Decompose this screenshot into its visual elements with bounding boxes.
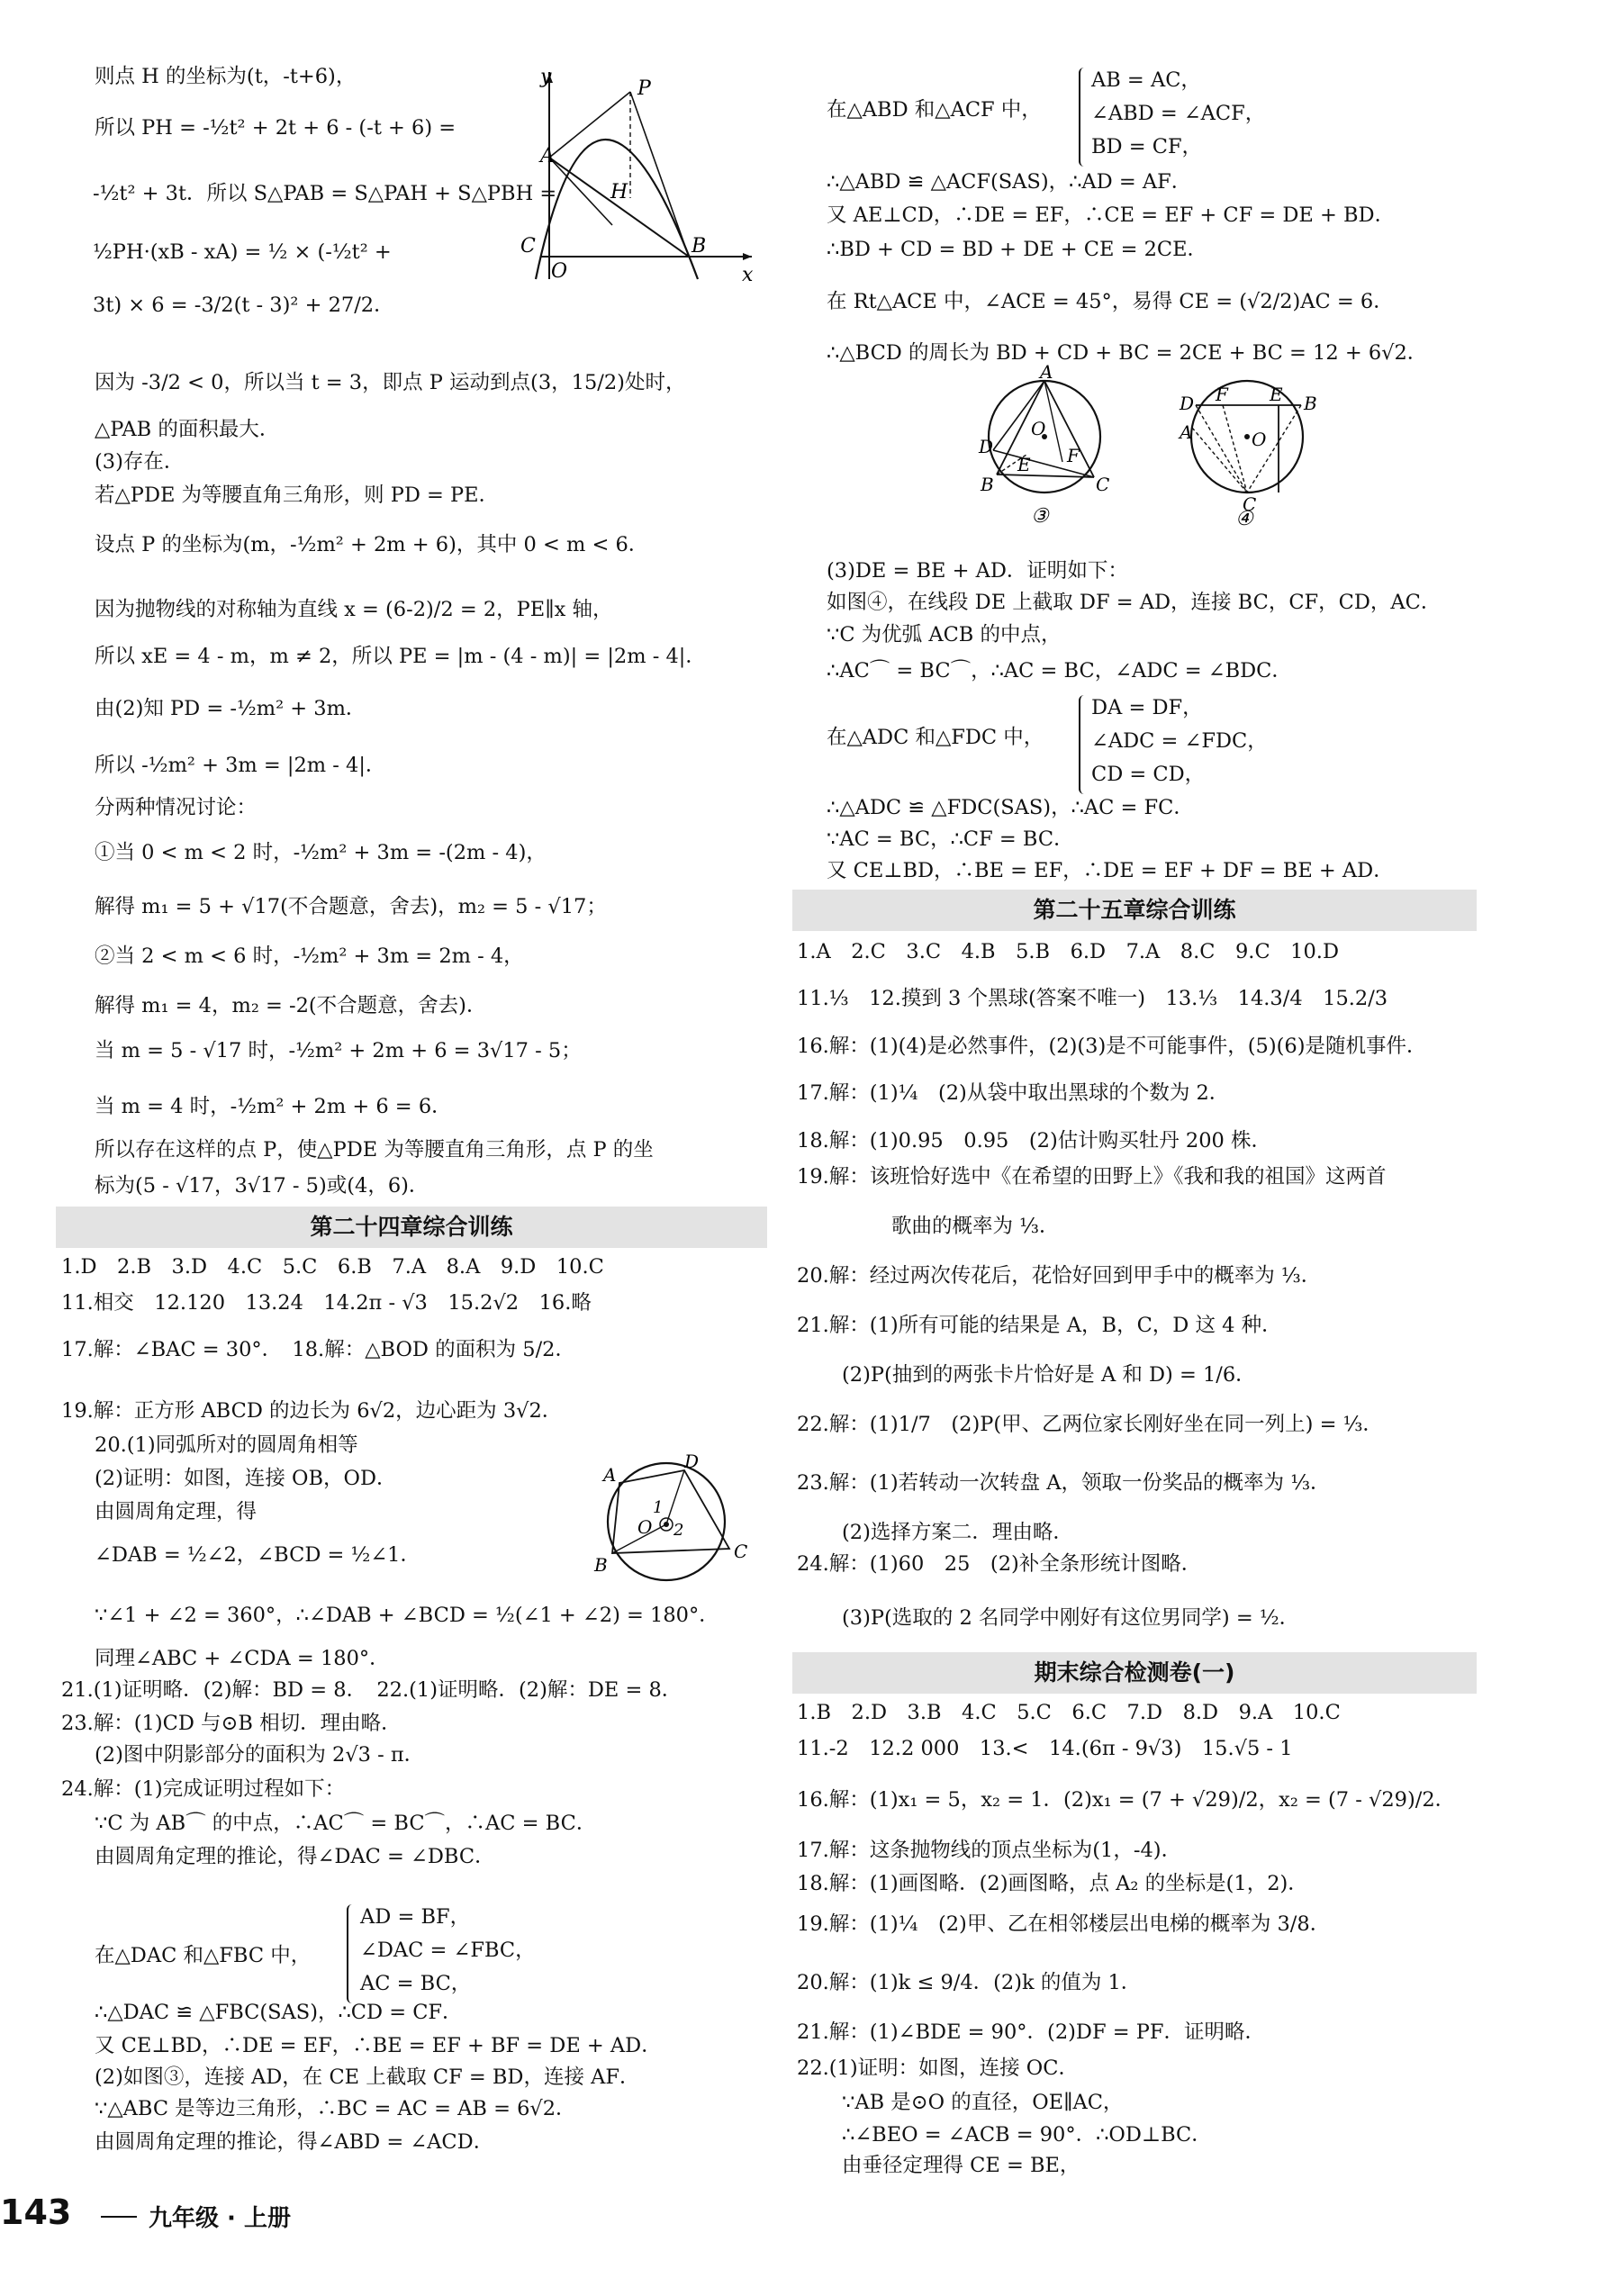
answer-line: 歌曲的概率为 ⅓． bbox=[891, 1215, 1060, 1238]
svg-text:D: D bbox=[1180, 393, 1195, 414]
brace-item: ∠DAC = ∠FBC， bbox=[360, 1939, 536, 1962]
svg-text:2: 2 bbox=[673, 1521, 684, 1540]
answer-line: 若△PDE 为等腰直角三角形，则 PD = PE． bbox=[95, 484, 500, 507]
brace-item: AD = BF， bbox=[360, 1905, 471, 1929]
answer-line: 20.(1)同弧所对的圆周角相等 bbox=[95, 1433, 358, 1457]
answer-line: 在△ABD 和△ACF 中， bbox=[827, 98, 1042, 122]
circle-figure-3 bbox=[977, 361, 1112, 528]
svg-text:B: B bbox=[594, 1554, 608, 1576]
answer-line: 当 m = 4 时，-½m² + 2m + 6 = 6． bbox=[95, 1095, 452, 1118]
answer-line: 解得 m₁ = 4，m₂ = -2(不合题意，舍去)． bbox=[95, 994, 487, 1017]
answer-line: ∴BD + CD = BD + DE + CE = 2CE． bbox=[827, 238, 1208, 261]
answer-line: 解得 m₁ = 5 + √17(不合题意，舍去)，m₂ = 5 - √17； bbox=[95, 895, 607, 918]
answer-line: 因为 -3/2 < 0，所以当 t = 3，即点 P 运动到点(3，15/2)处时， bbox=[95, 371, 686, 394]
answer-line: 因为抛物线的对称轴为直线 x = (6-2)/2 = 2，PE∥x 轴， bbox=[95, 598, 613, 621]
answer-line: 17.解：(1)¼ (2)从袋中取出黑球的个数为 2． bbox=[797, 1081, 1230, 1105]
answer-line: (2)选择方案二．理由略． bbox=[842, 1521, 1073, 1544]
answer-line: 1.A 2.C 3.C 4.B 5.B 6.D 7.A 8.C 9.C 10.D bbox=[797, 940, 1339, 963]
answer-line: (2)图中阴影部分的面积为 2√3 - π． bbox=[95, 1743, 425, 1767]
section-heading-final-exam: 期末综合检测卷(一) bbox=[792, 1652, 1477, 1694]
answer-line: 24.解：(1)完成证明过程如下： bbox=[61, 1777, 346, 1801]
parabola-figure bbox=[520, 63, 756, 288]
grade-label: 九年级 · 上册 bbox=[149, 2205, 291, 2232]
answer-line: 11.⅓ 12.摸到 3 个黑球(答案不唯一) 13.⅓ 14.3/4 15.2/3 bbox=[797, 987, 1388, 1010]
answer-line: 16.解：(1)x₁ = 5，x₂ = 1．(2)x₁ = (7 + √29)/2，x₂ = (7 - √29)/2． bbox=[797, 1788, 1456, 1812]
brace-item: AC = BC， bbox=[360, 1972, 472, 1995]
brace-bracket bbox=[347, 1904, 357, 2003]
svg-text:P: P bbox=[637, 77, 651, 100]
section-heading-ch25: 第二十五章综合训练 bbox=[792, 890, 1477, 931]
answer-line: ∴△BCD 的周长为 BD + CD + BC = 2CE + BC = 12 + 6√2． bbox=[827, 341, 1428, 365]
answer-line: 标为(5 - √17，3√17 - 5)或(4，6)． bbox=[95, 1174, 429, 1198]
answer-line: 在 Rt△ACE 中，∠ACE = 45°，易得 CE = (√2/2)AC = 6． bbox=[827, 290, 1394, 313]
brace-item: AB = AC， bbox=[1091, 68, 1201, 92]
answer-line: (3)P(选取的 2 名同学中刚好有这位男同学) = ½． bbox=[842, 1606, 1300, 1630]
answer-line: 21.解：(1)所有可能的结果是 A，B，C，D 这 4 种． bbox=[797, 1314, 1282, 1337]
footer-rule bbox=[101, 2216, 137, 2218]
answer-line: ①当 0 < m < 2 时，-½m² + 3m = -(2m - 4)， bbox=[95, 841, 547, 864]
answer-line: 19.解：正方形 ABCD 的边长为 6√2，边心距为 3√2． bbox=[61, 1399, 563, 1423]
answer-line: 在△DAC 和△FBC 中， bbox=[95, 1944, 312, 1967]
svg-text:F: F bbox=[1216, 384, 1228, 405]
brace-item: CD = CD， bbox=[1091, 763, 1206, 786]
answer-line: 所以 xE = 4 - m，m ≠ 2，所以 PE = |m - (4 - m)| = |2m - 4|． bbox=[95, 645, 706, 668]
answer-line: ½PH·(xB - xA) = ½ × (-½t² + bbox=[93, 240, 392, 264]
fig3-label: ③ bbox=[1031, 505, 1049, 528]
answer-line: 20.解：(1)k ≤ 9/4．(2)k 的值为 1． bbox=[797, 1971, 1142, 1994]
svg-text:O: O bbox=[1031, 418, 1046, 439]
answer-line: 1.D 2.B 3.D 4.C 5.C 6.B 7.A 8.A 9.D 10.C bbox=[61, 1255, 604, 1279]
answer-line: 16.解：(1)(4)是必然事件，(2)(3)是不可能事件，(5)(6)是随机事件． bbox=[797, 1035, 1427, 1058]
answer-line: 则点 H 的坐标为(t，-t+6)， bbox=[95, 65, 357, 88]
svg-text:C: C bbox=[520, 235, 536, 258]
svg-text:A: A bbox=[1180, 421, 1193, 443]
answer-line: ∵∠1 + ∠2 = 360°，∴∠DAB + ∠BCD = ½(∠1 + ∠2) = 180°． bbox=[95, 1604, 719, 1627]
answer-line: 当 m = 5 - √17 时，-½m² + 2m + 6 = 3√17 - 5； bbox=[95, 1039, 582, 1062]
answer-line: 分两种情况讨论： bbox=[95, 796, 258, 819]
answer-line: ∴△DAC ≌ △FBC(SAS)，∴CD = CF． bbox=[95, 2001, 463, 2024]
svg-text:O: O bbox=[1252, 429, 1267, 450]
circle-figure-20 bbox=[594, 1445, 765, 1598]
answer-line: 23.解：(1)CD 与⊙B 相切．理由略． bbox=[61, 1712, 402, 1735]
answer-line: (2)如图③，连接 AD，在 CE 上截取 CF = BD，连接 AF． bbox=[95, 2065, 640, 2089]
answer-line: 19.解：(1)¼ (2)甲、乙在相邻楼层出电梯的概率为 3/8． bbox=[797, 1912, 1331, 1936]
answer-line: ∵AB 是⊙O 的直径，OE∥AC， bbox=[842, 2091, 1124, 2114]
fig4-label: ④ bbox=[1235, 508, 1253, 530]
answer-line: 所以 PH = -½t² + 2t + 6 - (-t + 6) = bbox=[95, 116, 456, 140]
brace-item: ∠ADC = ∠FDC， bbox=[1091, 729, 1268, 753]
svg-text:D: D bbox=[684, 1451, 700, 1472]
answer-line: 18.解：(1)0.95 0.95 (2)估计购买牡丹 200 株． bbox=[797, 1129, 1271, 1153]
answer-line: 24.解：(1)60 25 (2)补全条形统计图略． bbox=[797, 1552, 1202, 1576]
answer-line: (3)DE = BE + AD．证明如下： bbox=[827, 559, 1128, 583]
answer-line: 又 CE⊥BD，∴BE = EF，∴DE = EF + DF = BE + AD． bbox=[827, 859, 1394, 882]
brace-item: DA = DF， bbox=[1091, 696, 1203, 719]
answer-line: 18.解：(1)画图略．(2)画图略，点 A₂ 的坐标是(1，2)． bbox=[797, 1872, 1308, 1895]
answer-line: 由(2)知 PD = -½m² + 3m． bbox=[95, 697, 366, 720]
brace-item: ∠ABD = ∠ACF， bbox=[1091, 102, 1266, 125]
answer-line: ∴△ABD ≌ △ACF(SAS)，∴AD = AF． bbox=[827, 170, 1192, 194]
svg-text:y: y bbox=[540, 66, 552, 88]
answer-line: ∵C 为 AB⌒ 的中点，∴AC⌒ = BC⌒，∴AC = BC． bbox=[95, 1812, 597, 1835]
answer-line: ∵C 为优弧 ACB 的中点， bbox=[827, 623, 1062, 646]
svg-text:E: E bbox=[1270, 384, 1283, 405]
answer-line: 17.解：∠BAC = 30°． 18.解：△BOD 的面积为 5/2． bbox=[61, 1338, 575, 1361]
answer-line: (2)P(抽到的两张卡片恰好是 A 和 D) = 1/6． bbox=[842, 1363, 1256, 1387]
answer-line: ∴△ADC ≌ △FDC(SAS)，∴AC = FC． bbox=[827, 796, 1194, 819]
svg-text:B: B bbox=[1304, 393, 1317, 414]
svg-text:F: F bbox=[1067, 445, 1080, 466]
svg-text:A: A bbox=[1040, 361, 1053, 383]
answer-line: 22.(1)证明：如图，连接 OC． bbox=[797, 2056, 1079, 2080]
answer-line: ∠DAB = ½∠2，∠BCD = ½∠1． bbox=[95, 1543, 420, 1567]
svg-text:H: H bbox=[610, 181, 628, 203]
answer-line: 由圆周角定理，得 bbox=[95, 1500, 258, 1523]
answer-line: 又 CE⊥BD，∴DE = EF，∴BE = EF + BF = DE + AD． bbox=[95, 2034, 662, 2057]
answer-line: 所以存在这样的点 P，使△PDE 为等腰直角三角形，点 P 的坐 bbox=[95, 1138, 654, 1162]
svg-text:B: B bbox=[692, 235, 707, 258]
answer-line: 19.解：该班恰好选中《在希望的田野上》《我和我的祖国》这两首 bbox=[797, 1165, 1387, 1189]
svg-text:A: A bbox=[540, 145, 555, 167]
page-number: 143 bbox=[0, 2192, 72, 2232]
answer-line: 21.(1)证明略．(2)解：BD = 8． 22.(1)证明略．(2)解：DE = 8． bbox=[61, 1678, 682, 1702]
answer-line: 11.相交 12.120 13.24 14.2π - √3 15.2√2 16.略 bbox=[61, 1291, 592, 1315]
brace-item: BD = CF， bbox=[1091, 135, 1203, 158]
answer-line: 设点 P 的坐标为(m，-½m² + 2m + 6)，其中 0 < m < 6． bbox=[95, 533, 649, 556]
section-heading-ch24: 第二十四章综合训练 bbox=[56, 1207, 767, 1248]
svg-text:C: C bbox=[1243, 493, 1257, 515]
answer-line: -½t² + 3t．所以 S△PAB = S△PAH + S△PBH = bbox=[93, 182, 557, 205]
answer-line: 在△ADC 和△FDC 中， bbox=[827, 726, 1044, 749]
answer-line: 同理∠ABC + ∠CDA = 180°． bbox=[95, 1647, 390, 1670]
answer-line: (2)证明：如图，连接 OB，OD． bbox=[95, 1467, 397, 1490]
answer-line: 20.解：经过两次传花后，花恰好回到甲手中的概率为 ⅓． bbox=[797, 1264, 1322, 1288]
answer-line: ∴∠BEO = ∠ACB = 90°．∴OD⊥BC． bbox=[842, 2123, 1212, 2147]
svg-text:C: C bbox=[1096, 474, 1110, 495]
svg-text:x: x bbox=[742, 264, 754, 286]
svg-text:E: E bbox=[1017, 454, 1031, 475]
circle-figure-4 bbox=[1180, 365, 1317, 530]
answer-line: (3)存在． bbox=[95, 450, 185, 474]
answer-line: 如图④，在线段 DE 上截取 DF = AD，连接 BC，CF，CD，AC． bbox=[827, 591, 1442, 614]
svg-text:B: B bbox=[981, 474, 994, 495]
answer-line: ②当 2 < m < 6 时，-½m² + 3m = 2m - 4， bbox=[95, 945, 524, 968]
svg-text:D: D bbox=[979, 436, 994, 457]
svg-text:1: 1 bbox=[653, 1498, 664, 1517]
brace-bracket bbox=[1079, 68, 1089, 167]
svg-text:O: O bbox=[551, 260, 568, 283]
answer-line: 由垂径定理得 CE = BE， bbox=[842, 2154, 1080, 2177]
svg-text:A: A bbox=[603, 1464, 617, 1486]
answer-line: ∵AC = BC，∴CF = BC． bbox=[827, 827, 1074, 851]
svg-text:C: C bbox=[734, 1541, 748, 1562]
answer-line: 又 AE⊥CD，∴DE = EF，∴CE = EF + CF = DE + BD． bbox=[827, 203, 1396, 227]
answer-line: 3t) × 6 = -3/2(t - 3)² + 27/2． bbox=[93, 294, 394, 317]
answer-line: 22.解：(1)1/7 (2)P(甲、乙两位家长刚好坐在同一列上) = ⅓． bbox=[797, 1413, 1383, 1436]
answer-line: ∵△ABC 是等边三角形，∴BC = AC = AB = 6√2． bbox=[95, 2097, 576, 2120]
answer-line: 1.B 2.D 3.B 4.C 5.C 6.C 7.D 8.D 9.A 10.C bbox=[797, 1701, 1341, 1724]
answer-line: 23.解：(1)若转动一次转盘 A，领取一份奖品的概率为 ⅓． bbox=[797, 1471, 1331, 1495]
answer-line: 所以 -½m² + 3m = |2m - 4|． bbox=[95, 754, 386, 777]
brace-bracket bbox=[1079, 695, 1089, 794]
answer-line: 17.解：这条抛物线的顶点坐标为(1，-4)． bbox=[797, 1839, 1182, 1862]
answer-line: ∴AC⌒ = BC⌒，∴AC = BC，∠ADC = ∠BDC． bbox=[827, 659, 1292, 682]
svg-text:O: O bbox=[637, 1516, 653, 1538]
answer-line: 由圆周角定理的推论，得∠DAC = ∠DBC． bbox=[95, 1845, 495, 1868]
answer-line: △PAB 的面积最大． bbox=[95, 418, 280, 441]
answer-line: 由圆周角定理的推论，得∠ABD = ∠ACD． bbox=[95, 2130, 494, 2154]
answer-line: 11.-2 12.2 000 13.< 14.(6π - 9√3) 15.√5 - 1 bbox=[797, 1737, 1293, 1760]
answer-line: 21.解：(1)∠BDE = 90°．(2)DF = PF．证明略． bbox=[797, 2020, 1265, 2044]
